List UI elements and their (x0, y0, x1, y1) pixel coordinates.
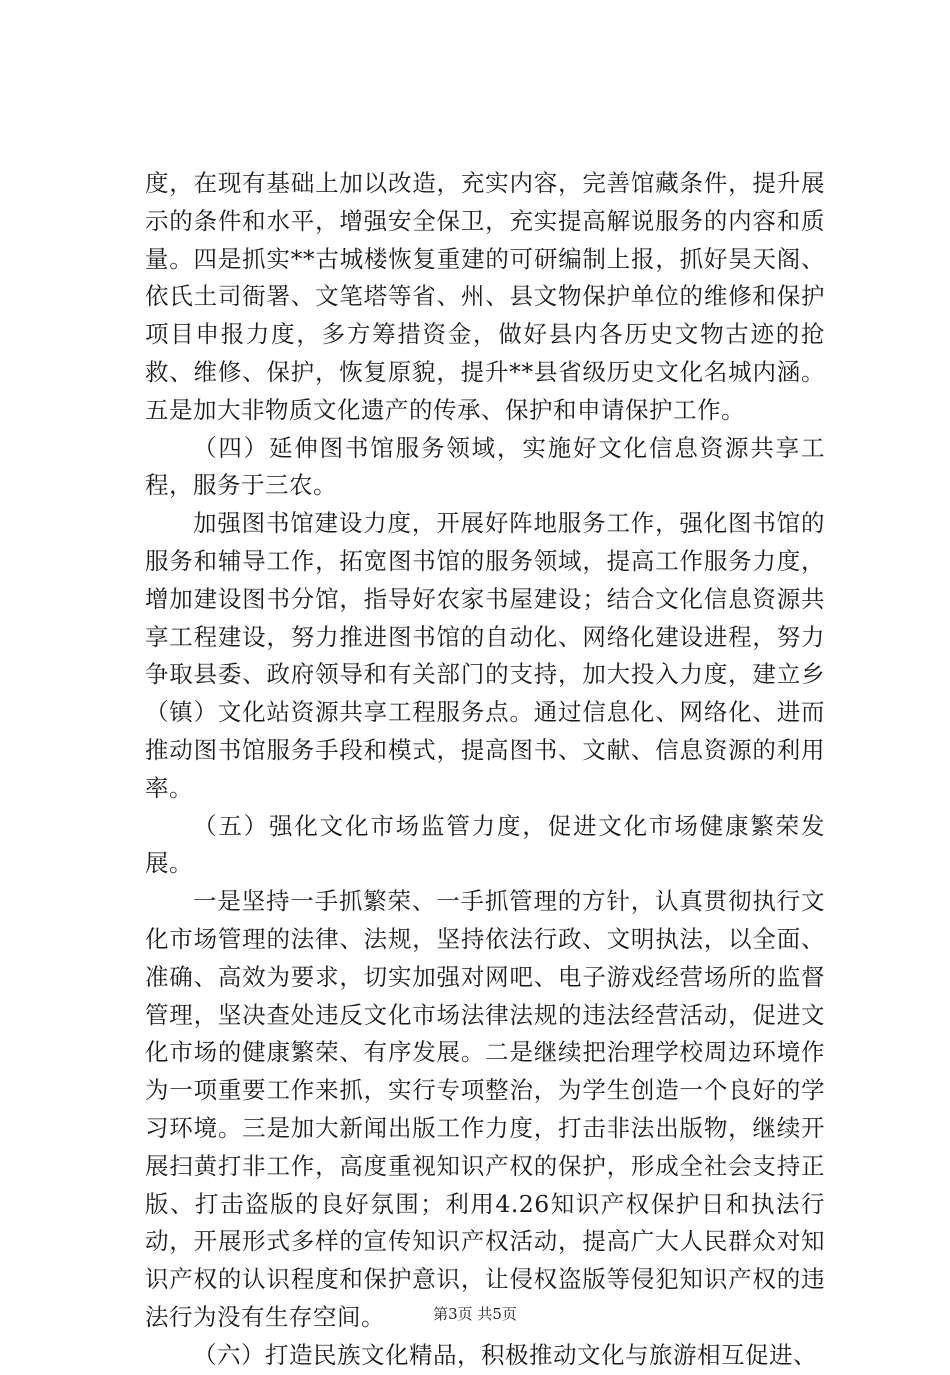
section-heading-6: （六）打造民族文化精品，积极推动文化与旅游相互促进、 (193, 1340, 817, 1369)
paragraph-library: 加强图书馆建设力度，开展好阵地服务工作，强化图书馆的服务和辅导工作，拓宽图书馆的服务领域，提高工作服务力度，增加建设图书分馆，指导好农家书屋建设；结合文化信息资源共享工程建设，努力推进图书馆的自动化、网络化建设进程，努力争取县委、政府领导和有关部门的支持，加大投入力度，建立乡（镇）文化站资源共享工程服务点。通过信息化、网络化、进而推动图书馆服务手段和模式，提高图书、文献、信息资源的利用率。 (145, 509, 825, 802)
page-footer: 第3页 共5页 (433, 1305, 517, 1323)
section-heading-4: （四）延伸图书馆服务领域，实施好文化信息资源共享工程，服务于三农。 (145, 433, 825, 500)
section-heading-5: （五）强化文化市场监管力度，促进文化市场健康繁荣发展。 (145, 811, 825, 878)
document-body (145, 165, 825, 1375)
paragraph-continuation: 度，在现有基础上加以改造，充实内容，完善馆藏条件，提升展示的条件和水平，增强安全保卫，充实提高解说服务的内容和质量。四是抓实**古城楼恢复重建的可研编制上报，抓好昊天阁、依氏土司衙署、文笔塔等省、州、县文物保护单位的维修和保护项目申报力度，多方筹措资金，做好县内各历史文物古迹的抢救、维修、保护，恢复原貌，提升**县省级历史文化名城内涵。五是加大非物质文化遗产的传承、保护和申请保护工作。 (145, 169, 825, 424)
paragraph-market: 一是坚持一手抓繁荣、一手抓管理的方针，认真贯彻执行文化市场管理的法律、法规，坚持依法行政、文明执法，以全面、准确、高效为要求，切实加强对网吧、电子游戏经营场所的监督管理，坚决查处违反文化市场法律法规的违法经营活动，促进文化市场的健康繁荣、有序发展。二是继续把治理学校周边环境作为一项重要工作来抓，实行专项整治，为学生创造一个良好的学习环境。三是加大新闻出版工作力度，打击非法出版物，继续开展扫黄打非工作，高度重视知识产权的保护，形成全社会支持正版、打击盗版的良好氛围；利用4.26知识产权保护日和执法行动，开展形式多样的宣传知识产权活动，提高广大人民群众对知识产权的认识程度和保护意识，让侵权盗版等侵犯知识产权的违法行为没有生存空间。 (145, 887, 825, 1331)
